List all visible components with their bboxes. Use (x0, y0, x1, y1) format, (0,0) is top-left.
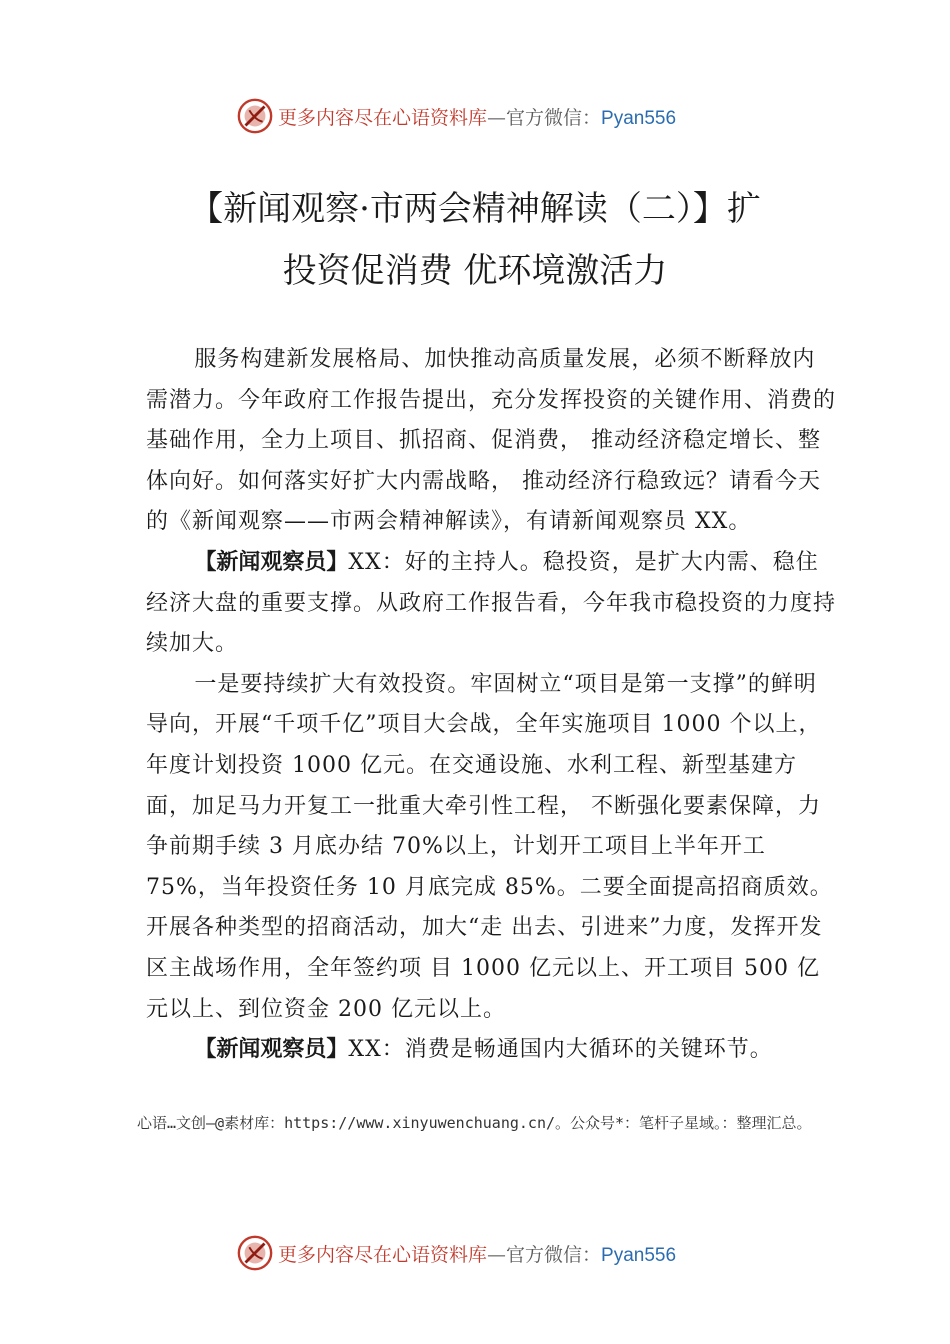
title-line-1: 【新闻观察·市两会精神解读（二）】扩 (189, 189, 761, 229)
paragraph-observer-2: 【新闻观察员】XX：消费是畅通国内大循环的关键环节。 (194, 1037, 773, 1063)
paragraph-observer-1: 【新闻观察员】XX：好的主持人。稳投资，是扩大内需、稳住经济大盘的重要支撑。从政府工作报告看，今年我市稳投资的力度持续加大。 (146, 549, 837, 657)
paragraph-intro: 服务构建新发展格局、加快推动高质量发展，必须不断释放内需潜力。今年政府工作报告提出，充分发挥投资的关键作用、消费的基础作用，全力上项目、抓招商、促消费， 推动经济稳定增长、整体向好。如何落实好扩大内需战略， 推动经济行稳致远？请看今天的《新闻观察——市两会精神解读》，有请新闻观察员 XX。 (146, 347, 837, 535)
header-banner (236, 96, 756, 136)
footer-banner (236, 1233, 756, 1273)
article-body (146, 340, 836, 1071)
paragraph-investment: 一是要持续扩大有效投资。牢固树立“项目是第一支撑”的鲜明导向，开展“千项千亿”项目大会战，全年实施项目 1000 个以上，年度计划投资 1000 亿元。在交通设施、水利工程、新型基建方面，加足马力开复工一批重大牵引性工程， 不断强化要素保障，力争前期手续 3 月底办结 70%以上，计划开工项目上半年开工 75%，当年投资任务 10 月底完成 85%。二要全面提高招商质效。开展各种类型的招商活动，加大“走 出去、引进来”力度，发挥开发区主战场作用，全年签约项 目 1000 亿元以上、开工项目 500 亿元以上、到位资金 200 亿元以上。 (146, 671, 833, 1022)
source-note: 心语…文创—@素材库：https://www.xinyuwenchuang.cn/。公众号*：笔杆子星域。：整理汇总。 (137, 1114, 812, 1132)
banner-text: 更多内容尽在心语资料库—官方微信：Pyan556 (278, 106, 677, 129)
title-line-2: 投资促消费 优环境激活力 (282, 251, 668, 291)
seal-logo-icon (236, 1234, 274, 1272)
banner-text: 更多内容尽在心语资料库—官方微信：Pyan556 (278, 1243, 677, 1266)
speaker-tag: 【新闻观察员】 (194, 549, 349, 575)
speaker-tag: 【新闻观察员】 (194, 1037, 349, 1063)
article-title (100, 178, 850, 302)
seal-logo-icon (236, 97, 274, 135)
